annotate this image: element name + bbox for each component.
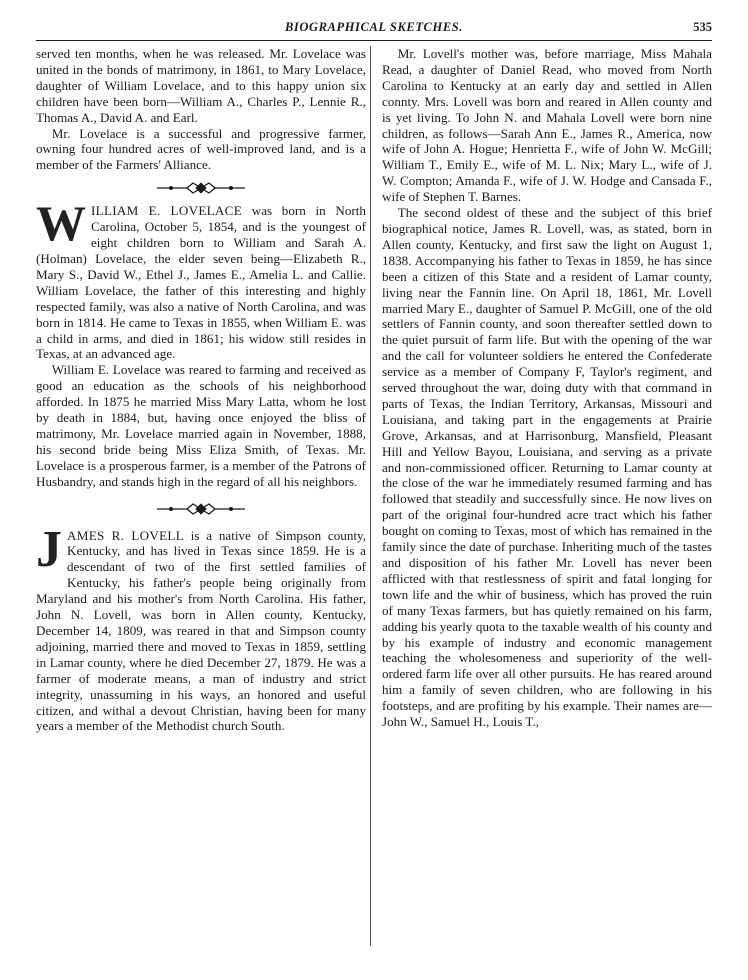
scroll-ornament-icon: [153, 502, 249, 516]
lovelace-paragraph-2: William E. Lovelace was reared to farming and received as good an education as the schools of his neighborhood afforded. In 1875 he married Miss Mary Latta, whom he lost by death in 1884, but, having once enjoyed the bliss of matrimony, Mr. Lovelace married again in November, 1888, his second bride being Miss Eliza Smith, of Texas. Mr. Lovelace is a prosperous farmer, is a member of the Patrons of Husbandry, and stands high in the regard of all his neighbors.: [36, 362, 366, 489]
ornament-divider-2: [36, 494, 366, 524]
lovelace-sketch-intro: [36, 195, 366, 362]
lovell-mother-paragraph: Mr. Lovell's mother was, before marriage, Miss Mahala Read, a daughter of Daniel Read, who moved from North Carolina to Kentucky at an early day and settled in Allen connty. Mrs. Lovell was born and reared in Allen county and is yet living. To John N. and Mahala Lovell were born nine children, as follows—Sarah Ann E., James R., America, now wife of John A. Hogue; Henrietta F., wife of John W. McGill; William T., Emily E., wife of M. L. Nix; Mary L., wife of J. W. Compton; Amanda F., wife of J. W. Hodge and Cansada F., wife of Stephen T. Barnes.: [382, 46, 712, 205]
dropcap-j: J: [36, 520, 62, 578]
paragraph-continued: served ten months, when he was released. Mr. Lovelace was united in the bonds of matrimony, in 1861, to Mary Lovelace, daughter of William Lovelace, and to this happy union six children have been born—William A., Charles P., Lennie R., Thomas A., David A. and Earl.: [36, 46, 366, 125]
paragraph-lovelace-farmer: Mr. Lovelace is a successful and progressive farmer, owning four hundred acres of well-improved land, and is a member of the Farmers' Alliance.: [36, 125, 366, 173]
lovell-sketch-intro: [36, 520, 366, 735]
running-title: BIOGRAPHICAL SKETCHES.: [284, 20, 464, 34]
page-number: 535: [693, 20, 712, 34]
lovell-name-lead: AMES R. LOVELL: [67, 527, 185, 543]
lovelace-name-lead: ILLIAM E. LOVELACE: [91, 203, 243, 219]
left-column: [36, 46, 366, 734]
lovelace-paragraph-1: was born in North Carolina, October 5, 1854, and is the youngest of eight children born to William and Sarah A. (Holman) Lovelace, the elder seven being—Elizabeth R., Mary S., David W., Ethel J., James E., Amelia L. and Callie. William Lovelace, the father of this interesting and highly respected family, was also a native of North Carolina, and was born in 1814. He came to Texas in 1855, when William E. was a child in arms, and died in 1861; his widow still resides in Texas, at an advanced age.: [36, 203, 366, 362]
column-divider: [370, 46, 371, 946]
dropcap-w: W: [36, 195, 86, 252]
header-rule: [36, 40, 712, 41]
lovell-paragraph-1: is a native of Simpson county, Kentucky, and has lived in Texas since 1859. He is a descendant of two of the first settled families of Kentucky, his father's people being originally from Maryland and his mother's from North Carolina. His father, John N. Lovell, was born in Allen county, Kentucky, December 14, 1809, was reared in that and Simpson county adjoining, married there and moved to Texas in 1859, settling in Lamar county, where he died December 27, 1879. He was a farmer of moderate means, a man of industry and strict integrity, unassuming in his ways, an honored and useful citizen, and withal a devout Christian, having been for many years a member of the Methodist church South.: [36, 527, 366, 734]
right-column: [382, 46, 712, 730]
page-header: [36, 18, 712, 40]
lovell-biography-paragraph: The second oldest of these and the subject of this brief biographical notice, James R. Lovell, was, as stated, born in Allen county, Kentucky, and first saw the light on August 1, 1838. Accompanying his father to Texas in 1859, he has since been a citizen of this State and a resident of Lamar county, living near the Fannin line. On April 18, 1861, Mr. Lovell married Mary E., daughter of Samuel P. McGill, one of the old settlers of Fannin county, and soon thereafter settled down to the quiet pursuit of farm life. But with the opening of the war and the call for volunteer soldiers he entered the Confederate service as a member of Company F, Taylor's regiment, and served throughout the war, doing duty with that command in parts of Texas, the Indian Territory, Arkansas, Missouri and Louisiana, and taking part in the engagements at Prairie Grove, Arkansas, and at Harrisonburg, Mansfield, Pleasant Hill and Yellow Bayou, Louisiana, and serving as a private and non-commissioned officer. Returning to Lamar county at the close of the war he immediately resumed farming and has followed that steadily and successfully since. He now lives on part of the original four-hundred acre tract which his father bought on coming to Texas, most of which has remained in the family since the date of purchase. Inheriting much of the tastes and disposition of his father Mr. Lovell has never been afflicted with that restlessness of spirit and fatal longing for town life and the whir of business, which has proved the ruin of many Texas farmers, but has quietly remained on his farm, adding his yearly quota to the taxable wealth of his county and by his example of industry and economic management teaching the wholesomeness and superiority of the well-ordered farm life over all other pursuits. He has reared around him a family of seven children, who are following in his footsteps, and are profiting by his example. Their names are—John W., Samuel H., Louis T.,: [382, 205, 712, 730]
scroll-ornament-icon: [153, 181, 249, 195]
